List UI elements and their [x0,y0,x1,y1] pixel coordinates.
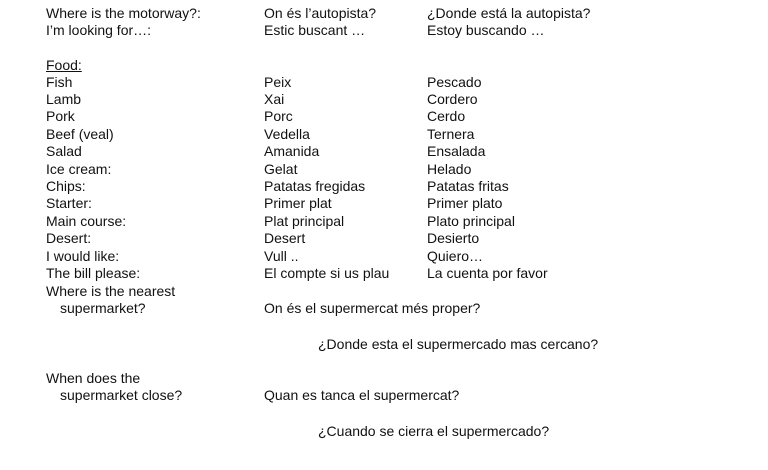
food-es: Helado [427,161,472,177]
food-ca: Vull .. [264,248,299,264]
phrase-es-motorway: ¿Donde está la autopista? [427,5,591,21]
phrase-ca-nearest-supermarket: On és el supermercat més proper? [264,300,481,316]
food-ca: Gelat [264,161,298,177]
food-en: I would like: [46,248,120,264]
food-en: Salad [46,143,82,159]
phrase-en-looking-for: I’m looking for…: [46,22,152,38]
food-es: Cerdo [427,108,466,124]
food-ca: Desert [264,230,306,246]
phrase-ca-looking-for: Estic buscant … [264,22,366,38]
food-es: Cordero [427,91,478,107]
food-ca: Plat principal [264,213,345,229]
food-es: Desierto [427,230,480,246]
food-ca: Amanida [264,143,320,159]
phrase-en-nearest-supermarket-line1: Where is the nearest [46,283,176,299]
phrase-es-looking-for: Estoy buscando … [427,22,545,38]
food-en: Ice cream: [46,161,112,177]
food-es: Ensalada [427,143,486,159]
phrase-es-nearest-supermarket: ¿Donde esta el supermercado mas cercano? [318,336,599,352]
phrase-ca-motorway: On és l’autopista? [264,5,377,21]
food-es: Ternera [427,126,475,142]
food-en: Fish [46,74,73,90]
food-ca: El compte si us plau [264,265,390,281]
phrase-es-supermarket-close: ¿Cuando se cierra el supermercado? [318,423,550,439]
food-en: Pork [46,108,75,124]
food-en: Main course: [46,213,127,229]
food-en: The bill please: [46,265,141,281]
food-ca: Patatas fregidas [264,178,366,194]
food-ca: Vedella [264,126,310,142]
food-en: Beef (veal) [46,126,114,142]
food-heading: Food: [46,57,82,73]
food-en: Starter: [46,195,92,211]
food-en: Lamb [46,91,82,107]
food-ca: Porc [264,108,293,124]
phrase-en-supermarket-close-line2: supermarket close? [60,387,183,403]
food-es: Plato principal [427,213,515,229]
phrase-en-nearest-supermarket-line2: supermarket? [60,300,146,316]
food-es: Patatas fritas [427,178,509,194]
food-ca: Primer plat [264,195,332,211]
food-en: Chips: [46,178,86,194]
phrase-en-motorway: Where is the motorway?: [46,5,201,21]
food-es: Primer plato [427,195,503,211]
food-en: Desert: [46,230,92,246]
food-ca: Xai [264,91,285,107]
food-es: Pescado [427,74,482,90]
phrase-ca-supermarket-close: Quan es tanca el supermercat? [264,387,460,403]
food-ca: Peix [264,74,292,90]
food-es: La cuenta por favor [427,265,548,281]
phrase-en-supermarket-close-line1: When does the [46,370,141,386]
food-es: Quiero… [427,248,484,264]
